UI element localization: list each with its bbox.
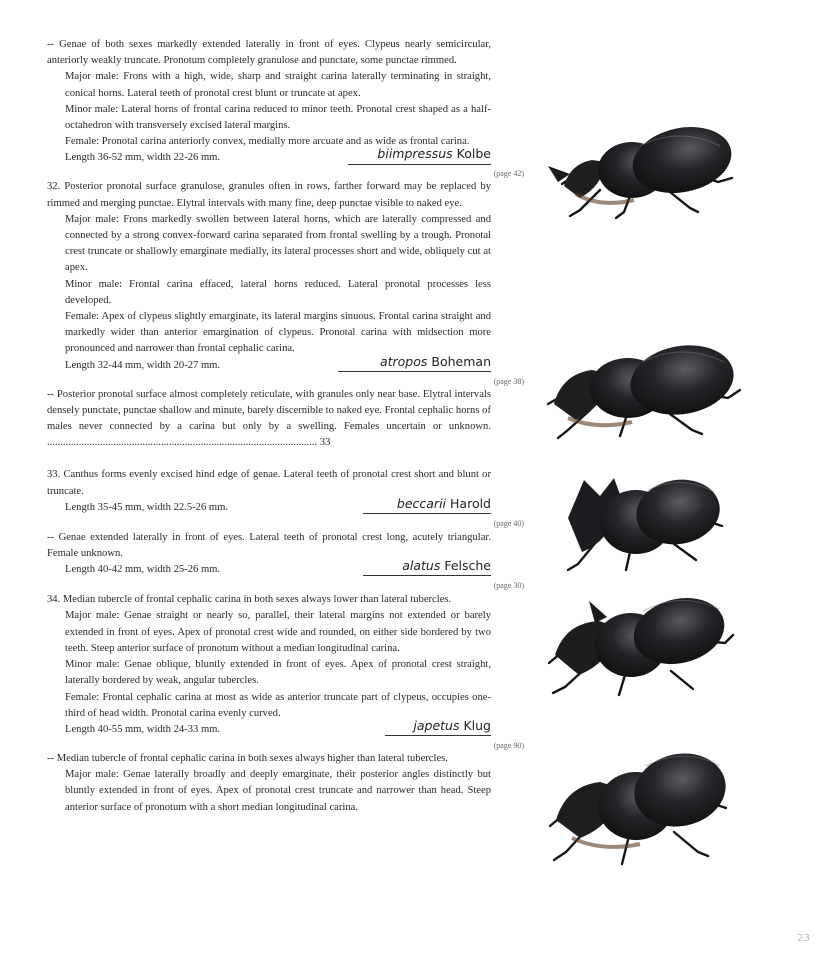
key-couplet-text: -- Genae extended laterally in front of eyes. Lateral teeth of pronotal crest long, acutely triangular. Female unknown. [47,531,491,560]
minor-male-description: Minor male: Lateral horns of frontal carina reduced to minor teeth. Pronotal crest shaped as a half-octahedron with transversely excised lateral margins. [65,103,491,132]
size-line [47,717,524,750]
size-line [47,558,524,591]
species-name [385,718,491,736]
species-author: Klug [463,717,491,733]
page-reference: (page 90) [493,740,524,750]
species-name [363,496,491,514]
species-epithet: biimpressus [377,146,453,162]
key-couplet-text: -- Median tubercle of frontal cephalic carina in both sexes always higher than lateral tubercles. [47,752,448,764]
beetle-photo-atropos [540,330,745,445]
key-couplet-text: -- Genae of both sexes markedly extended laterally in front of eyes. Clypeus nearly semicircular, anteriorly weakly truncate. Pronotum completely granulose and punctate, some punctae rimmed. [47,39,491,67]
key-couplet-text: -- Posterior pronotal surface almost completely reticulate, with granules only near base. Elytral intervals densely punctate, punctae shallow and minute, barely discernible to naked eye. Frontal cephalic horns of males never connected by a carina but only by a swelling. Females uncertain or unknown. ...................................................................................................... 33 [47,388,491,449]
length-width: Length 40-42 mm, width 25-26 mm. [65,564,221,576]
major-male-description: Major male: Frons markedly swollen between lateral horns, which are laterally compressed and connected by a strong convex-forward carina separated from frontal swelling by a trough. Pronotal crest truncate or shallowly emarginate medially, its lateral processes short and wide, obliquely cut at apex. [65,213,491,274]
length-width: Length 36-52 mm, width 22-26 mm. [65,152,221,164]
species-epithet: japetus [413,717,460,733]
species-author: Felsche [444,558,491,574]
major-male-description: Major male: Genae laterally broadly and deeply emarginate, their posterior angles distinctly but bluntly extended in front of eyes. Apex of pronotal crest truncate and narrower than head. Steep anterior surface of pronotum with a short median longitudinal carina. [65,769,491,813]
size-line [47,495,524,528]
female-description: Female: Frontal cephalic carina at most as wide as anterior truncate part of clypeus, occupies one-third of head width. Pronotal carina evenly curved. [65,691,491,719]
species-author: Harold [450,495,491,511]
species-epithet: beccarii [396,495,447,511]
species-name [363,558,491,576]
size-line [47,353,524,386]
beetle-photo-alatus [545,583,735,701]
female-description: Female: Apex of clypeus slightly emarginate, its lateral margins sinuous. Frontal carina straight and markedly wider than anterior emargination of clypeus. Pronotal carina with midsection more pronounced and narrower than frontal cephalic carina. [65,311,491,355]
page-reference: (page 38) [493,376,524,386]
beetle-photo-beccarii [556,460,726,578]
major-male-description: Major male: Genae straight or nearly so, parallel, their lateral margins not extended or barely extended in front of eyes. Apex of pronotal crest wide and rounded, on either side bordered by two teeth. Steep anterior surface of pronotum without a median longitudinal carina. [65,610,491,654]
beetle-photo-biimpressus [540,112,740,220]
species-name [348,146,491,164]
size-line [47,146,524,179]
length-width: Length 35-45 mm, width 22.5-26 mm. [65,501,229,513]
beetle-photo-japetus [548,736,733,871]
key-couplet-text: 32. Posterior pronotal surface granulose, granules often in rows, farther forward may be replaced by rimmed and merging punctae. Elytral intervals with many fine, deep punctae visible to naked eye. [47,181,491,209]
page-number: 23 [797,933,810,944]
species-epithet: alatus [402,558,441,574]
major-male-description: Major male: Frons with a high, wide, sharp and straight carina laterally terminating in straight, conical horns. Lateral teeth of pronotal crest blunt or truncate at apex. [65,71,491,99]
minor-male-description: Minor male: Genae oblique, bluntly extended in front of eyes. Apex of pronotal crest straight, laterally bordered by weak, angular tubercles. [65,659,491,687]
species-author: Boheman [431,353,491,369]
key-couplet-text: 33. Canthus forms evenly excised hind edge of genae. Lateral teeth of pronotal crest short and blunt or truncate. [47,469,491,497]
key-couplet-text: 34. Median tubercle of frontal cephalic carina in both sexes always lower than lateral tubercles. [47,594,452,606]
page-reference: (page 42) [493,169,524,179]
page-reference: (page 40) [493,518,524,528]
length-width: Length 32-44 mm, width 20-27 mm. [65,359,221,371]
species-name [338,354,491,372]
species-author: Kolbe [456,146,491,162]
page-reference: (page 30) [493,581,524,591]
minor-male-description: Minor male: Frontal carina effaced, lateral horns reduced. Lateral pronotal processes less developed. [65,278,491,306]
key-text-column [47,37,524,816]
species-epithet: atropos [379,353,428,369]
length-width: Length 40-55 mm, width 24-33 mm. [65,723,221,735]
female-description: Female: Pronotal carina anteriorly convex, medially more arcuate and as wide as frontal carina. [65,136,470,148]
